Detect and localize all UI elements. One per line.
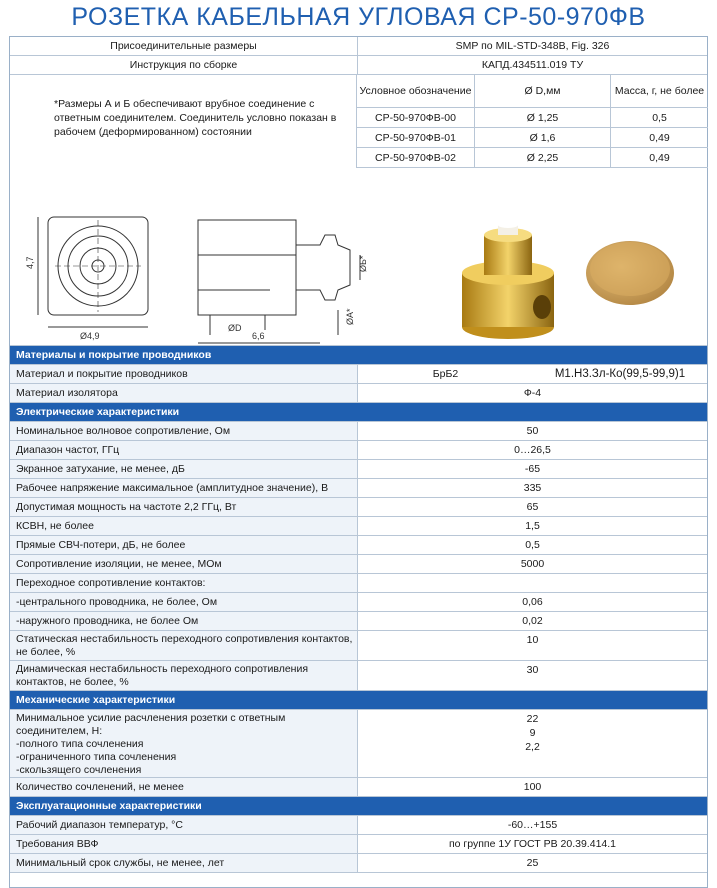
col-header-mass: Масса, г, не более bbox=[614, 85, 705, 97]
row-label: Экранное затухание, не менее, дБ bbox=[10, 460, 358, 478]
row-value: -65 bbox=[524, 463, 541, 475]
cell-mass: 0,5 bbox=[652, 111, 667, 124]
section-title: Эксплуатационные характеристики bbox=[16, 800, 202, 812]
table-row bbox=[357, 128, 708, 148]
row-label: Номинальное волновое сопротивление, Ом bbox=[10, 422, 358, 440]
table-row bbox=[10, 574, 707, 593]
row-label: Прямые СВЧ-потери, дБ, не более bbox=[10, 536, 358, 554]
row-value-coating: М1.Н3.Зл-Ко(99,5-99,9)1 bbox=[554, 368, 686, 380]
table-row bbox=[10, 555, 707, 574]
row-label: Диапазон частот, ГГц bbox=[10, 441, 358, 459]
cell-designation: СР-50-970ФВ-02 bbox=[357, 148, 475, 167]
table-row bbox=[10, 498, 707, 517]
dim-height: 4,7 bbox=[25, 256, 35, 269]
dim-b: ØБ* bbox=[358, 255, 368, 272]
dim-diameter: Ø4,9 bbox=[80, 331, 100, 341]
variants-header bbox=[357, 75, 708, 108]
row-value: 0,5 bbox=[525, 539, 540, 551]
table-row bbox=[10, 56, 707, 75]
product-photo bbox=[450, 215, 680, 345]
section-header bbox=[10, 797, 707, 816]
row-value: 5000 bbox=[520, 558, 545, 570]
row-value: 25 bbox=[526, 857, 539, 869]
section-header bbox=[10, 403, 707, 422]
variants-table bbox=[356, 75, 708, 168]
row-value: 335 bbox=[523, 482, 542, 494]
row-label: Требования ВВФ bbox=[10, 835, 358, 853]
table-row bbox=[10, 517, 707, 536]
cell-mass: 0,49 bbox=[649, 151, 670, 164]
cell-mass: 0,49 bbox=[649, 131, 670, 144]
row-value: 22 9 2,2 bbox=[525, 713, 540, 753]
section-title: Материалы и покрытие проводников bbox=[16, 349, 212, 361]
row-value: 1,5 bbox=[525, 520, 540, 532]
row-value: 10 bbox=[526, 634, 539, 646]
row-label: Присоединительные размеры bbox=[10, 37, 358, 55]
row-value: 50 bbox=[526, 425, 539, 437]
row-value: 0,06 bbox=[522, 596, 543, 608]
dim-length: 6,6 bbox=[252, 331, 265, 341]
row-label: Рабочее напряжение максимальное (амплитудное значение), В bbox=[10, 479, 358, 497]
table-row bbox=[10, 778, 707, 797]
assembly-note: *Размеры А и Б обеспечивают врубное соединение с ответным соединителем. Соединитель условно показан в рабочем (деформированном) состоянии bbox=[54, 98, 337, 138]
spec-sheet bbox=[9, 36, 708, 888]
row-label: Материал и покрытие проводников bbox=[10, 365, 358, 383]
row-label: Переходное сопротивление контактов: bbox=[10, 574, 358, 592]
row-value: 30 bbox=[526, 664, 539, 676]
row-label: Рабочий диапазон температур, °С bbox=[10, 816, 358, 834]
table-row bbox=[10, 631, 707, 661]
table-row bbox=[10, 854, 707, 873]
technical-drawing bbox=[20, 205, 368, 345]
table-row bbox=[10, 710, 707, 778]
row-value: 0,02 bbox=[522, 615, 543, 627]
table-row bbox=[10, 536, 707, 555]
cell-designation: СР-50-970ФВ-00 bbox=[357, 108, 475, 127]
table-row bbox=[10, 479, 707, 498]
table-row bbox=[10, 422, 707, 441]
row-value: БрБ2 bbox=[432, 368, 459, 380]
cell-diameter: Ø 2,25 bbox=[475, 148, 611, 167]
table-row bbox=[10, 661, 707, 691]
dim-d: ØD bbox=[228, 323, 242, 333]
row-label: Количество сочленений, не менее bbox=[10, 778, 358, 796]
drawing-area bbox=[10, 75, 707, 346]
row-value: по группе 1У ГОСТ РВ 20.39.414.1 bbox=[448, 838, 617, 850]
row-label: Статическая нестабильность переходного сопротивления контактов, не более, % bbox=[10, 631, 358, 660]
row-value: 100 bbox=[523, 781, 542, 793]
table-row bbox=[10, 37, 707, 56]
section-title: Механические характеристики bbox=[16, 694, 176, 706]
col-header-diameter: Ø D,мм bbox=[475, 75, 611, 107]
section-header bbox=[10, 691, 707, 710]
row-label: Минимальный срок службы, не менее, лет bbox=[10, 854, 358, 872]
row-value: 0…26,5 bbox=[514, 444, 551, 456]
row-value bbox=[358, 574, 707, 592]
page-title: РОЗЕТКА КАБЕЛЬНАЯ УГЛОВАЯ СР-50-970ФВ bbox=[71, 3, 646, 31]
row-value: Ф-4 bbox=[523, 387, 542, 399]
table-row bbox=[357, 108, 708, 128]
row-label: -наружного проводника, не более Ом bbox=[10, 612, 358, 630]
table-row bbox=[357, 148, 708, 168]
table-row bbox=[10, 612, 707, 631]
cell-diameter: Ø 1,6 bbox=[475, 128, 611, 147]
col-header-designation: Условное обозначение bbox=[357, 75, 475, 107]
table-row bbox=[10, 441, 707, 460]
table-row bbox=[10, 835, 707, 854]
row-label: Инструкция по сборке bbox=[10, 56, 358, 74]
row-label: Минимальное усилие расчленения розетки с ответным соединителем, Н: -полного типа сочленения -ограниченного типа сочленения -скользящего сочленения bbox=[10, 710, 358, 777]
section-header bbox=[10, 346, 707, 365]
row-label: Динамическая нестабильность переходного сопротивления контактов, не более, % bbox=[10, 661, 358, 690]
row-value: -60…+155 bbox=[507, 819, 558, 831]
section-title: Электрические характеристики bbox=[16, 406, 180, 418]
row-label: Сопротивление изоляции, не менее, МОм bbox=[10, 555, 358, 573]
row-label: -центрального проводника, не более, Ом bbox=[10, 593, 358, 611]
table-row bbox=[10, 460, 707, 479]
row-value: SMP по MIL-STD-348B, Fig. 326 bbox=[455, 40, 610, 52]
table-row bbox=[10, 593, 707, 612]
row-label: Материал изолятора bbox=[10, 384, 358, 402]
table-row bbox=[10, 816, 707, 835]
row-value: 65 bbox=[526, 501, 539, 513]
dim-a: ØА* bbox=[345, 308, 355, 325]
table-row bbox=[10, 365, 707, 384]
cell-diameter: Ø 1,25 bbox=[475, 108, 611, 127]
row-label: КСВН, не более bbox=[10, 517, 358, 535]
cell-designation: СР-50-970ФВ-01 bbox=[357, 128, 475, 147]
row-label: Допустимая мощность на частоте 2,2 ГГц, Вт bbox=[10, 498, 358, 516]
table-row bbox=[10, 384, 707, 403]
row-value: КАПД.434511.019 ТУ bbox=[481, 59, 584, 71]
